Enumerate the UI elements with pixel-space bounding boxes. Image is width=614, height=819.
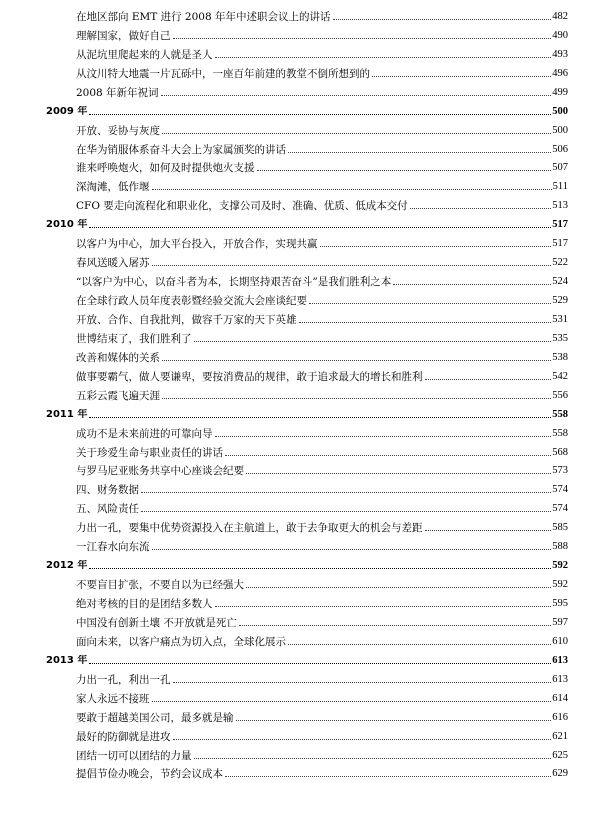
toc-title: 2010 年 [46, 219, 88, 231]
toc-page-number: 568 [552, 446, 568, 458]
toc-title: 关于珍爱生命与职业责任的讲话 [76, 446, 223, 459]
toc-title: 要敢于超越美国公司，最多就是输 [76, 711, 234, 724]
toc-entry[interactable] [46, 686, 568, 705]
dot-leader [215, 57, 552, 58]
toc-title: 面向未来，以客户痛点为切入点，全球化展示 [76, 635, 286, 648]
dot-leader [246, 473, 551, 474]
toc-entry[interactable] [46, 383, 568, 402]
dot-leader [393, 284, 551, 285]
toc-page-number: 592 [552, 579, 568, 591]
toc-page-number: 500 [552, 105, 568, 117]
toc-title: 2008 年新年祝词 [76, 86, 159, 99]
toc-title: 改善和媒体的关系 [76, 351, 160, 364]
toc-title: 一江春水向东流 [76, 541, 150, 554]
dot-leader [215, 436, 552, 437]
toc-entry[interactable] [46, 307, 568, 326]
toc-title: 中国没有创新土壤 不开放就是死亡 [76, 616, 237, 629]
toc-entry[interactable] [46, 534, 568, 553]
dot-leader [309, 303, 551, 304]
toc-page-number: 558 [552, 427, 568, 439]
toc-page-number: 595 [552, 598, 568, 609]
toc-entry[interactable] [46, 61, 568, 80]
toc-page-number: 556 [552, 389, 568, 401]
toc-entry[interactable] [46, 724, 568, 743]
dot-leader [173, 682, 552, 683]
toc-page-number: 506 [552, 143, 568, 155]
toc-title: 不要盲目扩张，不要自以为已经强大 [76, 579, 244, 592]
toc-entry[interactable] [46, 193, 568, 212]
toc-page-number: 629 [552, 768, 568, 780]
toc-page-number: 482 [552, 10, 568, 22]
toc-title: 成功不是未来前进的可靠向导 [76, 427, 213, 440]
toc-title: 绝对考核的目的是团结多数人 [76, 598, 213, 610]
toc-title: 2012 年 [46, 560, 88, 572]
dot-leader [372, 76, 551, 77]
dot-leader [257, 170, 552, 171]
toc-entry[interactable] [46, 326, 568, 345]
dot-leader [152, 701, 552, 702]
dot-leader [173, 38, 552, 39]
toc-title: CFO 要走向流程化和职业化，支撑公司及时、准确、优质、低成本交付 [76, 200, 408, 213]
dot-leader [162, 133, 551, 134]
toc-title: 2011 年 [46, 408, 88, 420]
table-of-contents [46, 4, 568, 780]
toc-entry[interactable] [46, 572, 568, 591]
dot-leader [333, 19, 552, 20]
dot-leader [288, 152, 551, 153]
toc-page-number: 490 [552, 29, 568, 41]
toc-page-number: 507 [552, 162, 568, 174]
toc-year-heading[interactable] [46, 402, 568, 421]
toc-page-number: 535 [552, 332, 568, 344]
toc-title: 2009 年 [46, 105, 88, 117]
toc-entry[interactable] [46, 23, 568, 42]
dot-leader [89, 114, 551, 115]
dot-leader [425, 379, 552, 380]
toc-entry[interactable] [46, 440, 568, 459]
toc-title: 2013 年 [46, 654, 88, 666]
toc-entry[interactable] [46, 269, 568, 288]
toc-entry[interactable] [46, 459, 568, 478]
toc-entry[interactable] [46, 156, 568, 175]
dot-leader [425, 530, 552, 531]
toc-entry[interactable] [46, 174, 568, 193]
toc-entry[interactable] [46, 705, 568, 724]
toc-entry[interactable] [46, 591, 568, 610]
toc-title: 与罗马尼亚账务共享中心座谈会纪要 [76, 465, 244, 478]
toc-page-number: 613 [552, 654, 568, 666]
toc-page-number: 574 [552, 503, 568, 515]
toc-entry[interactable] [46, 137, 568, 156]
dot-leader [152, 549, 552, 550]
toc-entry[interactable] [46, 629, 568, 648]
dot-leader [152, 189, 552, 190]
toc-title: 开放、合作、自我批判，做容千万家的天下英雄 [76, 313, 297, 326]
toc-page-number: 529 [552, 295, 568, 306]
toc-page-number: 558 [552, 408, 568, 420]
toc-title: 在全球行政人员年度表彰暨经验交流大会座谈纪要 [76, 295, 307, 307]
toc-entry[interactable] [46, 118, 568, 137]
toc-page-number: 585 [552, 522, 568, 534]
toc-title: 以客户为中心，加大平台投入，开放合作，实现共赢 [76, 238, 318, 251]
toc-page-number: 524 [552, 276, 568, 288]
toc-entry[interactable] [46, 667, 568, 686]
toc-title: 五彩云霞飞遍天涯 [76, 389, 160, 402]
dot-leader [162, 398, 551, 399]
toc-page-number: 522 [552, 257, 568, 269]
toc-title: 提倡节俭办晚会，节约会议成本 [76, 768, 223, 781]
toc-page-number: 574 [552, 484, 568, 496]
toc-title: 团结一切可以团结的力量 [76, 749, 192, 762]
toc-entry[interactable] [46, 250, 568, 269]
dot-leader [225, 455, 551, 456]
toc-page-number: 500 [552, 124, 568, 136]
toc-entry[interactable] [46, 231, 568, 250]
toc-year-heading[interactable] [46, 99, 568, 118]
toc-page-number: 592 [552, 560, 568, 572]
toc-year-heading[interactable] [46, 648, 568, 667]
dot-leader [89, 417, 551, 418]
toc-title: 理解国家，做好自己 [76, 29, 171, 42]
dot-leader [89, 663, 551, 664]
toc-title: 五、风险责任 [76, 503, 139, 516]
toc-page-number: 614 [552, 692, 568, 704]
toc-page-number: 511 [552, 181, 568, 193]
toc-title: 从泥坑里爬起来的人就是圣人 [76, 48, 213, 61]
dot-leader [320, 246, 552, 247]
toc-entry[interactable] [46, 42, 568, 61]
dot-leader [215, 606, 552, 607]
toc-title: 做事要霸气，做人要谦卑，要按消费品的规律，敢于追求最大的增长和胜利 [76, 370, 423, 383]
dot-leader [194, 758, 552, 759]
toc-page-number: 531 [552, 313, 568, 325]
toc-page-number: 542 [552, 370, 568, 382]
toc-page-number: 625 [552, 749, 568, 761]
toc-page-number: 621 [552, 730, 568, 742]
toc-title: 在华为销服体系奋斗大会上为家属颁奖的讲话 [76, 143, 286, 156]
toc-page-number: 610 [552, 635, 568, 647]
dot-leader [225, 776, 551, 777]
dot-leader [161, 95, 552, 96]
toc-page-number: 493 [552, 48, 568, 60]
dot-leader [194, 341, 552, 342]
toc-page-number: 588 [552, 541, 568, 553]
toc-title: 力出一孔，利出一孔 [76, 673, 171, 686]
toc-page-number: 573 [552, 465, 568, 477]
toc-entry[interactable] [46, 515, 568, 534]
toc-entry[interactable] [46, 4, 568, 23]
dot-leader [89, 227, 551, 228]
dot-leader [410, 208, 551, 209]
toc-page-number: 517 [552, 238, 568, 250]
toc-entry[interactable] [46, 743, 568, 762]
toc-entry[interactable] [46, 610, 568, 629]
toc-title: 谁来呼唤炮火，如何及时提供炮火支援 [76, 162, 255, 175]
toc-title: 深淘滩，低作堰 [76, 181, 150, 194]
toc-page-number: 513 [552, 200, 568, 212]
toc-title: 春风送暖入屠苏 [76, 257, 150, 270]
toc-page-number: 616 [552, 711, 568, 723]
toc-page-number: 496 [552, 67, 568, 79]
toc-title: 四、财务数据 [76, 484, 139, 497]
toc-entry[interactable] [46, 345, 568, 364]
toc-title: 家人永远不接班 [76, 692, 150, 705]
toc-entry[interactable] [46, 288, 568, 307]
toc-title: 力出一孔，要集中优势资源投入在主航道上，敢于去争取更大的机会与差距 [76, 522, 423, 535]
toc-entry[interactable] [46, 477, 568, 496]
toc-year-heading[interactable] [46, 212, 568, 231]
dot-leader [141, 492, 551, 493]
toc-title: 最好的防御就是进攻 [76, 730, 171, 743]
toc-entry[interactable] [46, 762, 568, 781]
dot-leader [141, 511, 551, 512]
toc-page-number: 538 [552, 351, 568, 363]
toc-page-number: 499 [552, 86, 568, 98]
dot-leader [152, 265, 552, 266]
toc-page-number: 517 [552, 219, 568, 231]
toc-entry[interactable] [46, 364, 568, 383]
toc-title: 在地区部向 EMT 进行 2008 年年中述职会议上的讲话 [76, 10, 331, 23]
toc-entry[interactable] [46, 80, 568, 99]
toc-title: 开放、妥协与灰度 [76, 124, 160, 137]
toc-entry[interactable] [46, 496, 568, 515]
dot-leader [162, 360, 551, 361]
toc-title: 从汶川特大地震一片瓦砾中，一座百年前建的教堂不倒所想到的 [76, 67, 370, 80]
dot-leader [89, 568, 551, 569]
dot-leader [299, 322, 552, 323]
toc-year-heading[interactable] [46, 553, 568, 572]
toc-page-number: 597 [552, 616, 568, 628]
toc-entry[interactable] [46, 421, 568, 440]
toc-page-number: 613 [552, 673, 568, 685]
dot-leader [246, 587, 551, 588]
dot-leader [288, 644, 551, 645]
dot-leader [173, 739, 552, 740]
dot-leader [236, 720, 552, 721]
toc-title: 世博结束了，我们胜利了 [76, 332, 192, 345]
toc-title: “以客户为中心，以奋斗者为本，长期坚持艰苦奋斗”是我们胜利之本 [76, 276, 392, 289]
dot-leader [239, 625, 551, 626]
